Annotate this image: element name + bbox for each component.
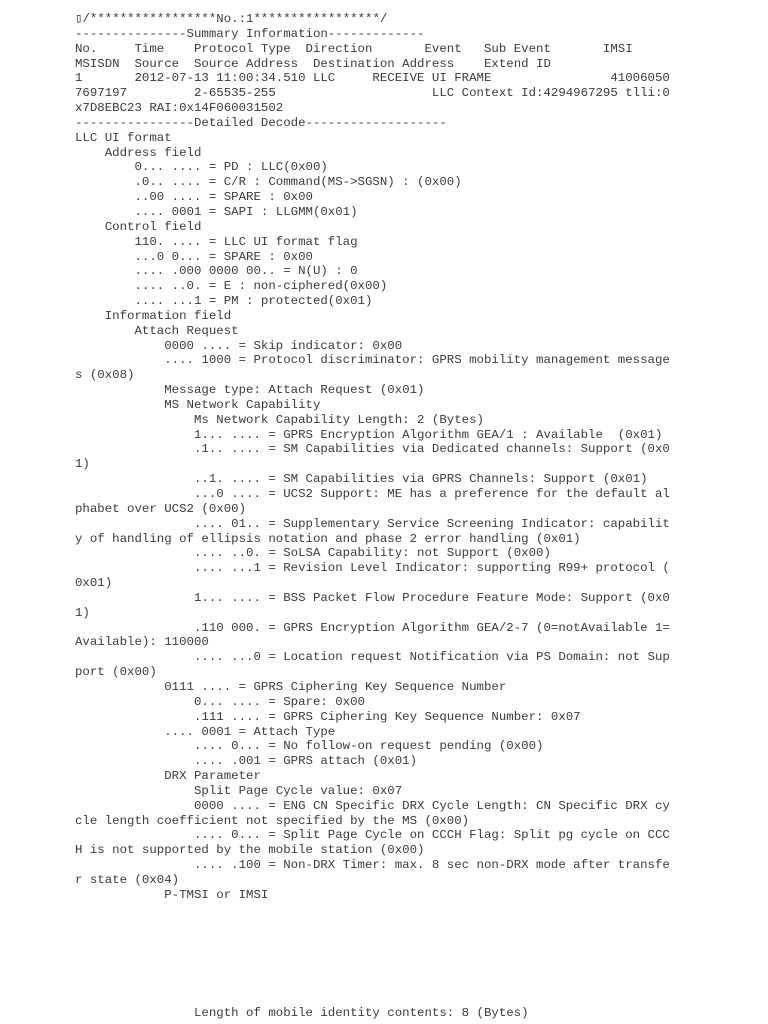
decode-line-59: r state (0x04) [75,872,180,887]
decode-line-53: Split Page Cycle value: 0x07 [75,783,403,798]
decode-line-25: s (0x08) [75,368,135,383]
decode-line-40: 1... .... = BSS Packet Flow Procedure Feature Mode: Support (0x0 [75,590,670,605]
decode-line-3: No. Time Protocol Type Direction Event Sub Event IMSI [75,41,633,56]
decode-line-4: MSISDN Source Source Address Destination Address Extend ID [75,56,551,71]
decode-line-38: .... ...1 = Revision Level Indicator: supporting R99+ protocol ( [75,561,670,576]
decode-line-60: P-TMSI or IMSI [75,887,269,902]
decode-line-57: H is not supported by the mobile station (0x00) [75,843,425,858]
decode-line-9: LLC UI format [75,130,172,145]
decode-line-7: x7D8EBC23 RAI:0x14F060031502 [75,101,284,116]
decode-line-16: 110. .... = LLC UI format flag [75,234,358,249]
decode-line-56: .... 0... = Split Page Cycle on CCCH Flag: Split pg cycle on CCC [75,828,670,843]
decode-line-13: ..00 .... = SPARE : 0x00 [75,190,313,205]
decode-line-24: .... 1000 = Protocol discriminator: GPRS mobility management message [75,353,670,368]
mobile-identity-length-line: Length of mobile identity contents: 8 (Bytes) [75,1006,529,1020]
decode-line-48: .111 .... = GPRS Ciphering Key Sequence Number: 0x07 [75,709,581,724]
decode-line-11: 0... .... = PD : LLC(0x00) [75,160,328,175]
decode-line-31: 1) [75,457,90,472]
decode-line-17: ...0 0... = SPARE : 0x00 [75,249,313,264]
decode-line-19: .... ..0. = E : non-ciphered(0x00) [75,279,388,294]
decode-line-29: 1... .... = GPRS Encryption Algorithm GEA/1 : Available (0x01) [75,427,663,442]
decode-line-14: .... 0001 = SAPI : LLGMM(0x01) [75,204,358,219]
decode-line-58: .... .100 = Non-DRX Timer: max. 8 sec non-DRX mode after transfe [75,858,670,873]
decode-line-12: .0.. .... = C/R : Command(MS->SGSN) : (0x00) [75,175,462,190]
decode-line-5: 1 2012-07-13 11:00:34.510 LLC RECEIVE UI FRAME 41006050 [75,71,670,86]
decode-line-10: Address field [75,145,202,160]
decode-line-37: .... ..0. = SoLSA Capability: not Support (0x00) [75,546,551,561]
decode-line-20: .... ...1 = PM : protected(0x01) [75,294,373,309]
decode-line-23: 0000 .... = Skip indicator: 0x00 [75,338,403,353]
decode-line-54: 0000 .... = ENG CN Specific DRX Cycle Length: CN Specific DRX cy [75,798,670,813]
decode-line-32: ..1. .... = SM Capabilities via GPRS Channels: Support (0x01) [75,472,648,487]
decode-line-42: .110 000. = GPRS Encryption Algorithm GEA/2-7 (0=notAvailable 1= [75,620,670,635]
decode-line-51: .... .001 = GPRS attach (0x01) [75,754,418,769]
decode-line-21: Information field [75,308,232,323]
decode-line-35: .... 01.. = Supplementary Service Screening Indicator: capabilit [75,516,670,531]
decode-line-34: phabet over UCS2 (0x00) [75,501,247,516]
decode-line-18: .... .000 0000 00.. = N(U) : 0 [75,264,358,279]
decode-line-33: ...0 .... = UCS2 Support: ME has a preference for the default al [75,487,670,501]
decode-line-30: .1.. .... = SM Capabilities via Dedicated channels: Support (0x0 [75,442,670,457]
decode-line-6: 7697197 2-65535-255 LLC Context Id:4294967295 tlli:0 [75,86,670,101]
decode-line-15: Control field [75,219,202,234]
decode-line-46: 0111 .... = GPRS Ciphering Key Sequence Number [75,679,507,694]
decode-line-28: Ms Network Capability Length: 2 (Bytes) [75,412,484,427]
decode-line-26: Message type: Attach Request (0x01) [75,383,425,398]
decode-line-44: .... ...0 = Location request Notification via PS Domain: not Sup [75,650,670,665]
decode-line-43: Available): 110000 [75,635,209,650]
decode-line-2: ---------------Summary Information------------- [75,26,425,41]
decode-line-8: ----------------Detailed Decode------------------- [75,115,447,130]
decode-line-39: 0x01) [75,576,113,591]
decode-line-47: 0... .... = Spare: 0x00 [75,694,365,709]
decode-line-22: Attach Request [75,323,239,338]
decode-line-41: 1) [75,605,90,620]
decode-line-45: port (0x00) [75,665,157,680]
decode-line-55: cle length coefficient not specified by the MS (0x00) [75,813,470,828]
decode-line-27: MS Network Capability [75,397,321,412]
decode-text-body [75,12,765,903]
decode-line-36: y of handling of ellipsis notation and phase 2 error handling (0x01) [75,531,581,546]
decode-line-1: ▯/*****************No.:1*****************/ [75,12,388,26]
decode-line-50: .... 0... = No follow-on request pending (0x00) [75,739,544,754]
decode-line-52: DRX Parameter [75,769,261,784]
decode-line-49: .... 0001 = Attach Type [75,724,336,739]
